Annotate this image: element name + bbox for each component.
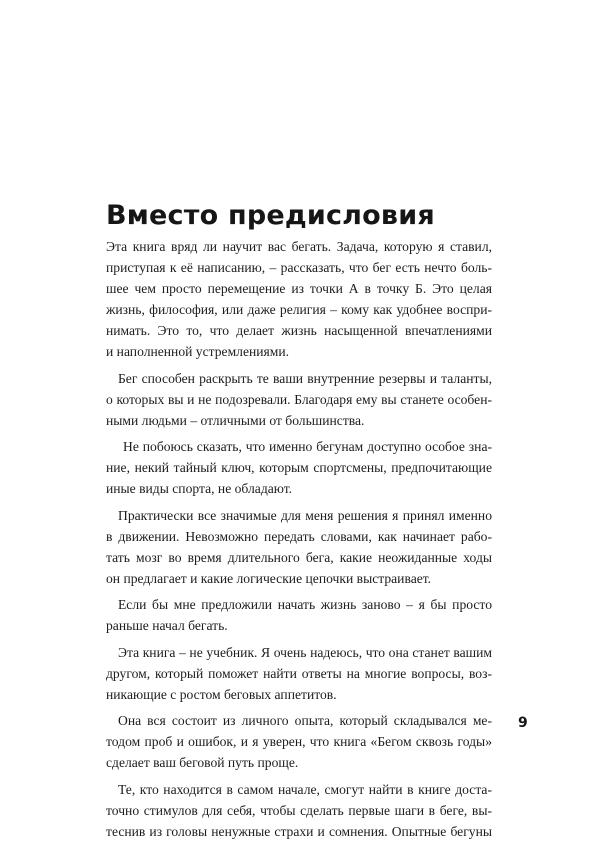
text-line: Бег способен раскрыть те ваши внутренние резервы и таланты, bbox=[118, 370, 492, 386]
text-line: в движении. Невозможно передать словами, как начинает рабо- bbox=[106, 528, 492, 544]
paragraph-1 bbox=[106, 236, 492, 362]
text-line: теснив из головы ненужные страхи и сомнения. Опытные бегуны bbox=[106, 823, 492, 839]
paragraph-7 bbox=[106, 710, 492, 773]
text-line: Не побоюсь сказать, что именно бегунам доступно особое зна- bbox=[123, 439, 492, 454]
page-number: 9 bbox=[518, 715, 528, 731]
text-line: иные виды спорта, не обладают. bbox=[106, 481, 293, 496]
text-line: ными людьми – отличными от большинства. bbox=[106, 412, 365, 428]
text-line: другом, который поможет найти ответы на многие вопросы, воз- bbox=[106, 665, 492, 681]
text-line: шее чем просто перемещение из точки А в точку Б. Это целая bbox=[106, 281, 492, 296]
text-line: жизнь, философия, или даже религия – кому как удобнее воспри- bbox=[106, 302, 492, 317]
paragraph-4 bbox=[106, 505, 492, 589]
text-line: Если бы мне предложили начать жизнь заново – я бы просто bbox=[118, 597, 492, 612]
text-line: нимать. Это то, что делает жизнь насыщенной впечатлениями bbox=[106, 323, 492, 338]
paragraph-5 bbox=[106, 594, 492, 636]
text-line: Те, кто находится в самом начале, смогут найти в книге доста- bbox=[118, 781, 492, 797]
text-line: раньше начал бегать. bbox=[106, 618, 228, 633]
text-line: тодом проб и ошибок, и я уверен, что книга «Бегом сквозь годы» bbox=[106, 734, 492, 749]
text-line: Эта книга – не учебник. Я очень надеюсь, что она станет вашим bbox=[118, 644, 492, 660]
paragraph-6 bbox=[106, 642, 492, 705]
body-text bbox=[106, 236, 492, 842]
paragraph-3 bbox=[106, 436, 492, 499]
text-line: о которых вы и не подозревали. Благодаря ему вы станете особен- bbox=[106, 391, 492, 407]
text-line: ние, некий тайный ключ, которым спортсмены, предпочитающие bbox=[106, 460, 492, 475]
text-line: сделает ваш беговой путь проще. bbox=[106, 755, 299, 770]
text-line: Эта книга вряд ли научит вас бегать. Задача, которую я ставил, bbox=[106, 239, 492, 254]
paragraph-8 bbox=[106, 779, 492, 842]
text-line: тать мозг во время длительного бега, какие неожиданные ходы bbox=[106, 549, 492, 565]
text-line: приступая к её написанию, – рассказать, что бег есть нечто боль- bbox=[106, 260, 492, 275]
text-line: и наполненной устремлениями. bbox=[106, 344, 290, 359]
text-line: Практически все значимые для меня решения я принял именно bbox=[118, 507, 492, 523]
text-line: он предлагает и какие логические цепочки выстраивает. bbox=[106, 570, 432, 586]
chapter-title: Вместо предисловия bbox=[106, 200, 435, 231]
paragraph-2 bbox=[106, 368, 492, 431]
text-line: точно стимулов для себя, чтобы сделать первые шаги в беге, вы- bbox=[106, 802, 492, 818]
text-line: никающие с ростом беговых аппетитов. bbox=[106, 686, 337, 702]
text-line: Она вся состоит из личного опыта, который складывался ме- bbox=[118, 713, 492, 728]
